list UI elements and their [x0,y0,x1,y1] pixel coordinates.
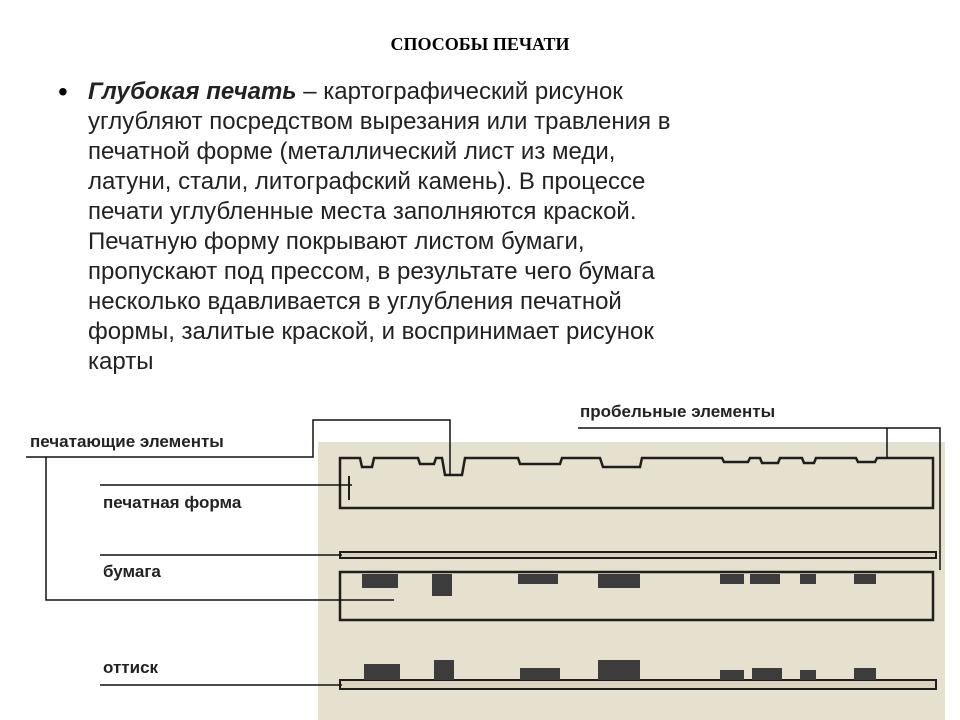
para-line: карты [88,348,154,375]
bullet-marker: • [58,76,68,107]
ink-cell [518,574,558,584]
impression-cell [800,670,816,680]
para-line: несколько вдавливается в углубления печатной [88,288,622,315]
label-printing-elements: печатающие элементы [30,432,224,451]
label-paper: бумага [103,562,161,581]
impression-cell [752,668,782,680]
para-line: печатной форме (металлический лист из меди, [88,138,616,165]
impression-base [340,680,936,689]
page-title: СПОСОБЫ ПЕЧАТИ [390,34,570,54]
ink-cell [598,574,640,588]
impression-cell [434,660,454,680]
bullet-term: Глубокая печать [88,78,297,105]
paper-strip [340,552,936,558]
para-line: печати углубленные места заполняются краской. [88,198,637,225]
ink-cell [432,574,452,596]
para-line: пропускают под прессом, в результате чего бумага [88,258,655,285]
label-printing-form: печатная форма [103,493,242,512]
impression-cell [520,668,560,680]
label-impression: оттиск [103,658,159,677]
label-blank-elements: пробельные элементы [580,402,776,421]
impression-cell [720,670,744,680]
ink-cell [362,574,398,588]
para-line: латуни, стали, литографский камень). В процессе [88,168,646,195]
para-line: – картографический рисунок [296,78,623,105]
ink-cell [854,574,876,584]
para-line: Печатную форму покрывают листом бумаги, [88,228,585,255]
ink-cell [800,574,816,584]
impression-cell [364,664,400,680]
para-line: формы, залитые краской, и воспринимает рисунок [88,318,654,345]
ink-cell [720,574,744,584]
impression-cell [854,668,876,680]
ink-cell [750,574,780,584]
impression-cell [598,660,640,680]
para-line: углубляют посредством вырезания или травления в [88,108,671,135]
